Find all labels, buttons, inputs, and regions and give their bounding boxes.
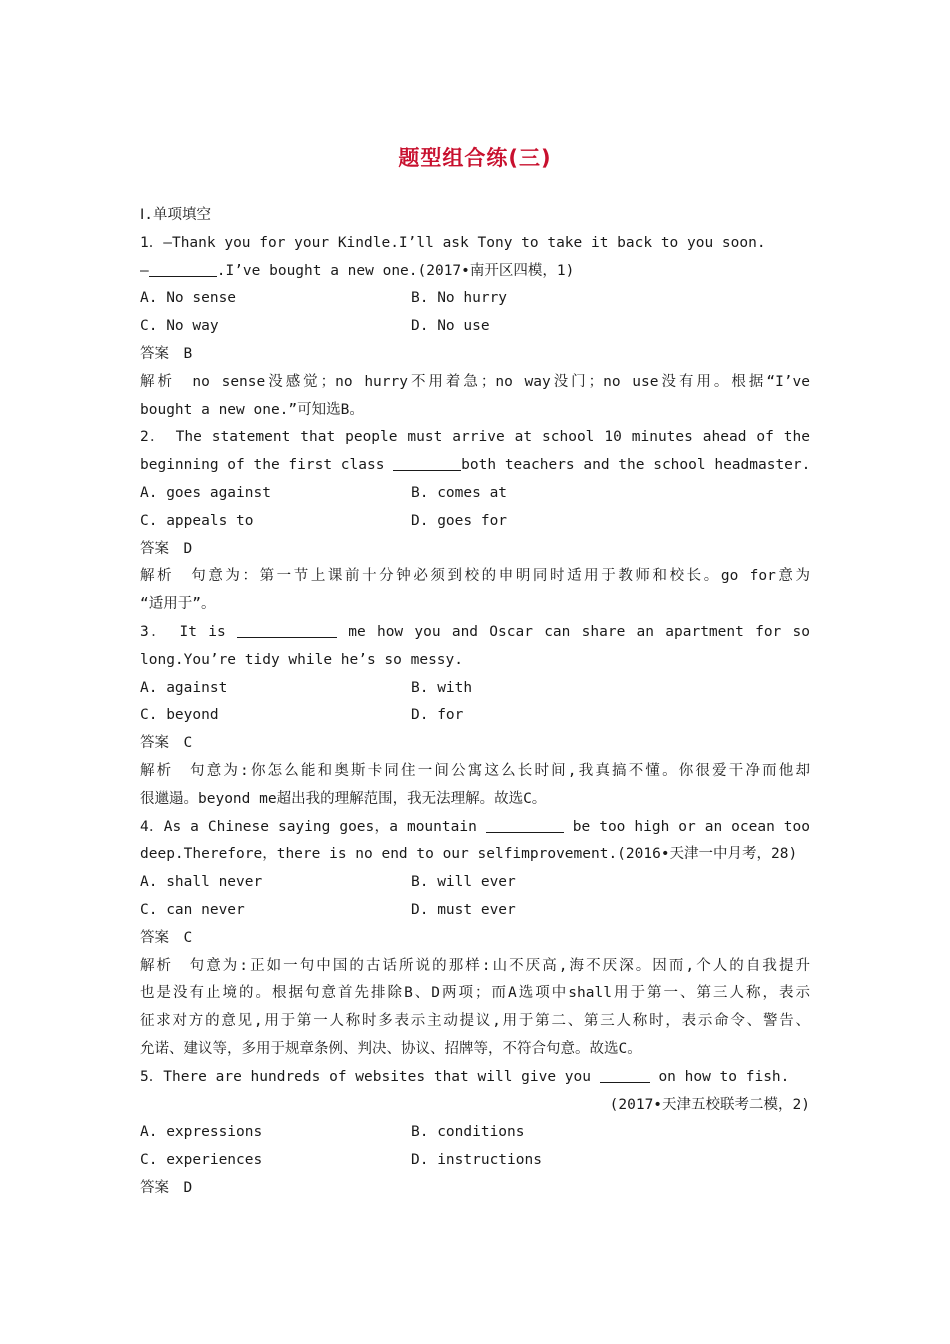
option-d: D. for [411,707,464,724]
option-d: D. instructions [411,1152,542,1169]
question-2-text-a: beginning of the first class [140,457,394,474]
question-3-options-row-1 [140,675,810,703]
option-c: C. beyond [140,707,219,724]
answer-blank [149,259,217,277]
question-1-line-2 [140,258,810,286]
question-4-answer: 答案 C [140,929,193,946]
question-2-line-2 [140,452,810,480]
option-b: B. with [411,679,473,696]
question-4-explanation-2: 也是没有止境的。根据句意首先排除B、D两项；而A选项中shall用于第一、第三人称，表示 [140,985,810,1002]
question-3-line-1 [140,619,810,647]
question-2-explanation-2: “适用于”。 [140,596,216,613]
question-2-text-b: both teachers and the school headmaster. [461,457,810,474]
question-5-source: (2017•天津五校联考二模，2) [609,1096,810,1113]
question-3-explanation-2: 很邋遢。beyond me超出我的理解范围，我无法理解。故选C。 [140,790,547,807]
question-3-text-b: me how you and Oscar can share an apartment for so [336,623,810,640]
question-2-options-row-2 [140,508,810,536]
option-a: A. against [140,679,228,696]
question-4-explanation-1: 解析 句意为:正如一句中国的古话所说的那样:山不厌高,海不厌深。因而,个人的自我提升 [140,957,810,974]
answer-blank [600,1065,650,1083]
document-body [140,202,810,1203]
question-5-options-row-1 [140,1119,810,1147]
option-d: D. goes for [411,512,508,529]
option-d: D. must ever [411,901,516,918]
question-2-explanation-1: 解析 句意为：第一节上课前十分钟必须到校的申明同时适用于教师和校长。go for意为 [140,568,810,585]
option-a: A. shall never [140,874,263,891]
question-1-explanation-2: bought a new one.”可知选B。 [140,401,364,418]
question-1-explanation-1: 解析 no sense没感觉；no hurry不用着急；no way没门；no use没有用。根据“I’ve [140,373,810,390]
question-1-answer: 答案 B [140,345,193,362]
question-5-options-row-2 [140,1147,810,1175]
question-4-text-a: 4．As a Chinese saying goes，a mountain [140,818,486,835]
section-heading: Ⅰ.单项填空 [140,207,212,223]
question-4-line-1 [140,814,810,842]
question-1-options-row-2 [140,313,810,341]
option-b: B. conditions [411,1124,525,1141]
option-c: C. can never [140,901,245,918]
answer-blank [486,815,564,833]
question-3-line-2: long.You’re tidy while he’s so messy. [140,651,464,668]
option-d: D. No use [411,318,490,335]
question-2-answer: 答案 D [140,540,193,557]
question-3-text-a: 3． It is [140,623,237,640]
question-1-text: .I’ve bought a new one.(2017•南开区四模，1) [216,262,575,279]
question-2-line-1: 2． The statement that people must arrive at school 10 minutes ahead of the [140,429,810,446]
option-b: B. No hurry [411,290,508,307]
option-c: C. appeals to [140,512,254,529]
question-2-options-row-1 [140,480,810,508]
question-5-answer: 答案 D [140,1179,193,1196]
question-5-text-a: 5．There are hundreds of websites that will give you [140,1068,600,1085]
question-3-explanation-1: 解析 句意为:你怎么能和奥斯卡同住一间公寓这么长时间,我真搞不懂。你很爱干净而他却 [140,762,810,779]
question-3-options-row-2 [140,702,810,730]
question-3-answer: 答案 C [140,735,193,752]
question-5-line-1 [140,1064,810,1092]
question-5-text-b: on how to fish. [649,1068,790,1085]
question-4-options-row-2 [140,897,810,925]
option-c: C. experiences [140,1152,263,1169]
option-a: A. goes against [140,484,271,501]
answer-blank [393,453,461,471]
question-4-explanation-3: 征求对方的意见,用于第一人称时多表示主动提议,用于第二、第三人称时，表示命令、警告、 [140,1013,810,1030]
option-a: A. expressions [140,1124,263,1141]
option-b: B. comes at [411,484,508,501]
question-1-line-1: 1．—Thank you for your Kindle.I’ll ask Tony to take it back to you soon. [140,234,766,251]
question-4-text-b: be too high or an ocean too [563,818,810,835]
dash: — [140,262,149,279]
question-4-explanation-4: 允诺、建议等，多用于规章条例、判决、协议、招牌等，不符合句意。故选C。 [140,1040,642,1057]
option-c: C. No way [140,318,219,335]
option-b: B. will ever [411,874,516,891]
answer-blank [237,620,337,638]
question-4-line-2: deep.Therefore，there is no end to our selfimprovement.(2016•天津一中月考，28) [140,846,798,863]
question-1-options-row-1 [140,285,810,313]
page-title: 题型组合练(三) [398,146,552,170]
question-4-options-row-1 [140,869,810,897]
option-a: A. No sense [140,290,237,307]
